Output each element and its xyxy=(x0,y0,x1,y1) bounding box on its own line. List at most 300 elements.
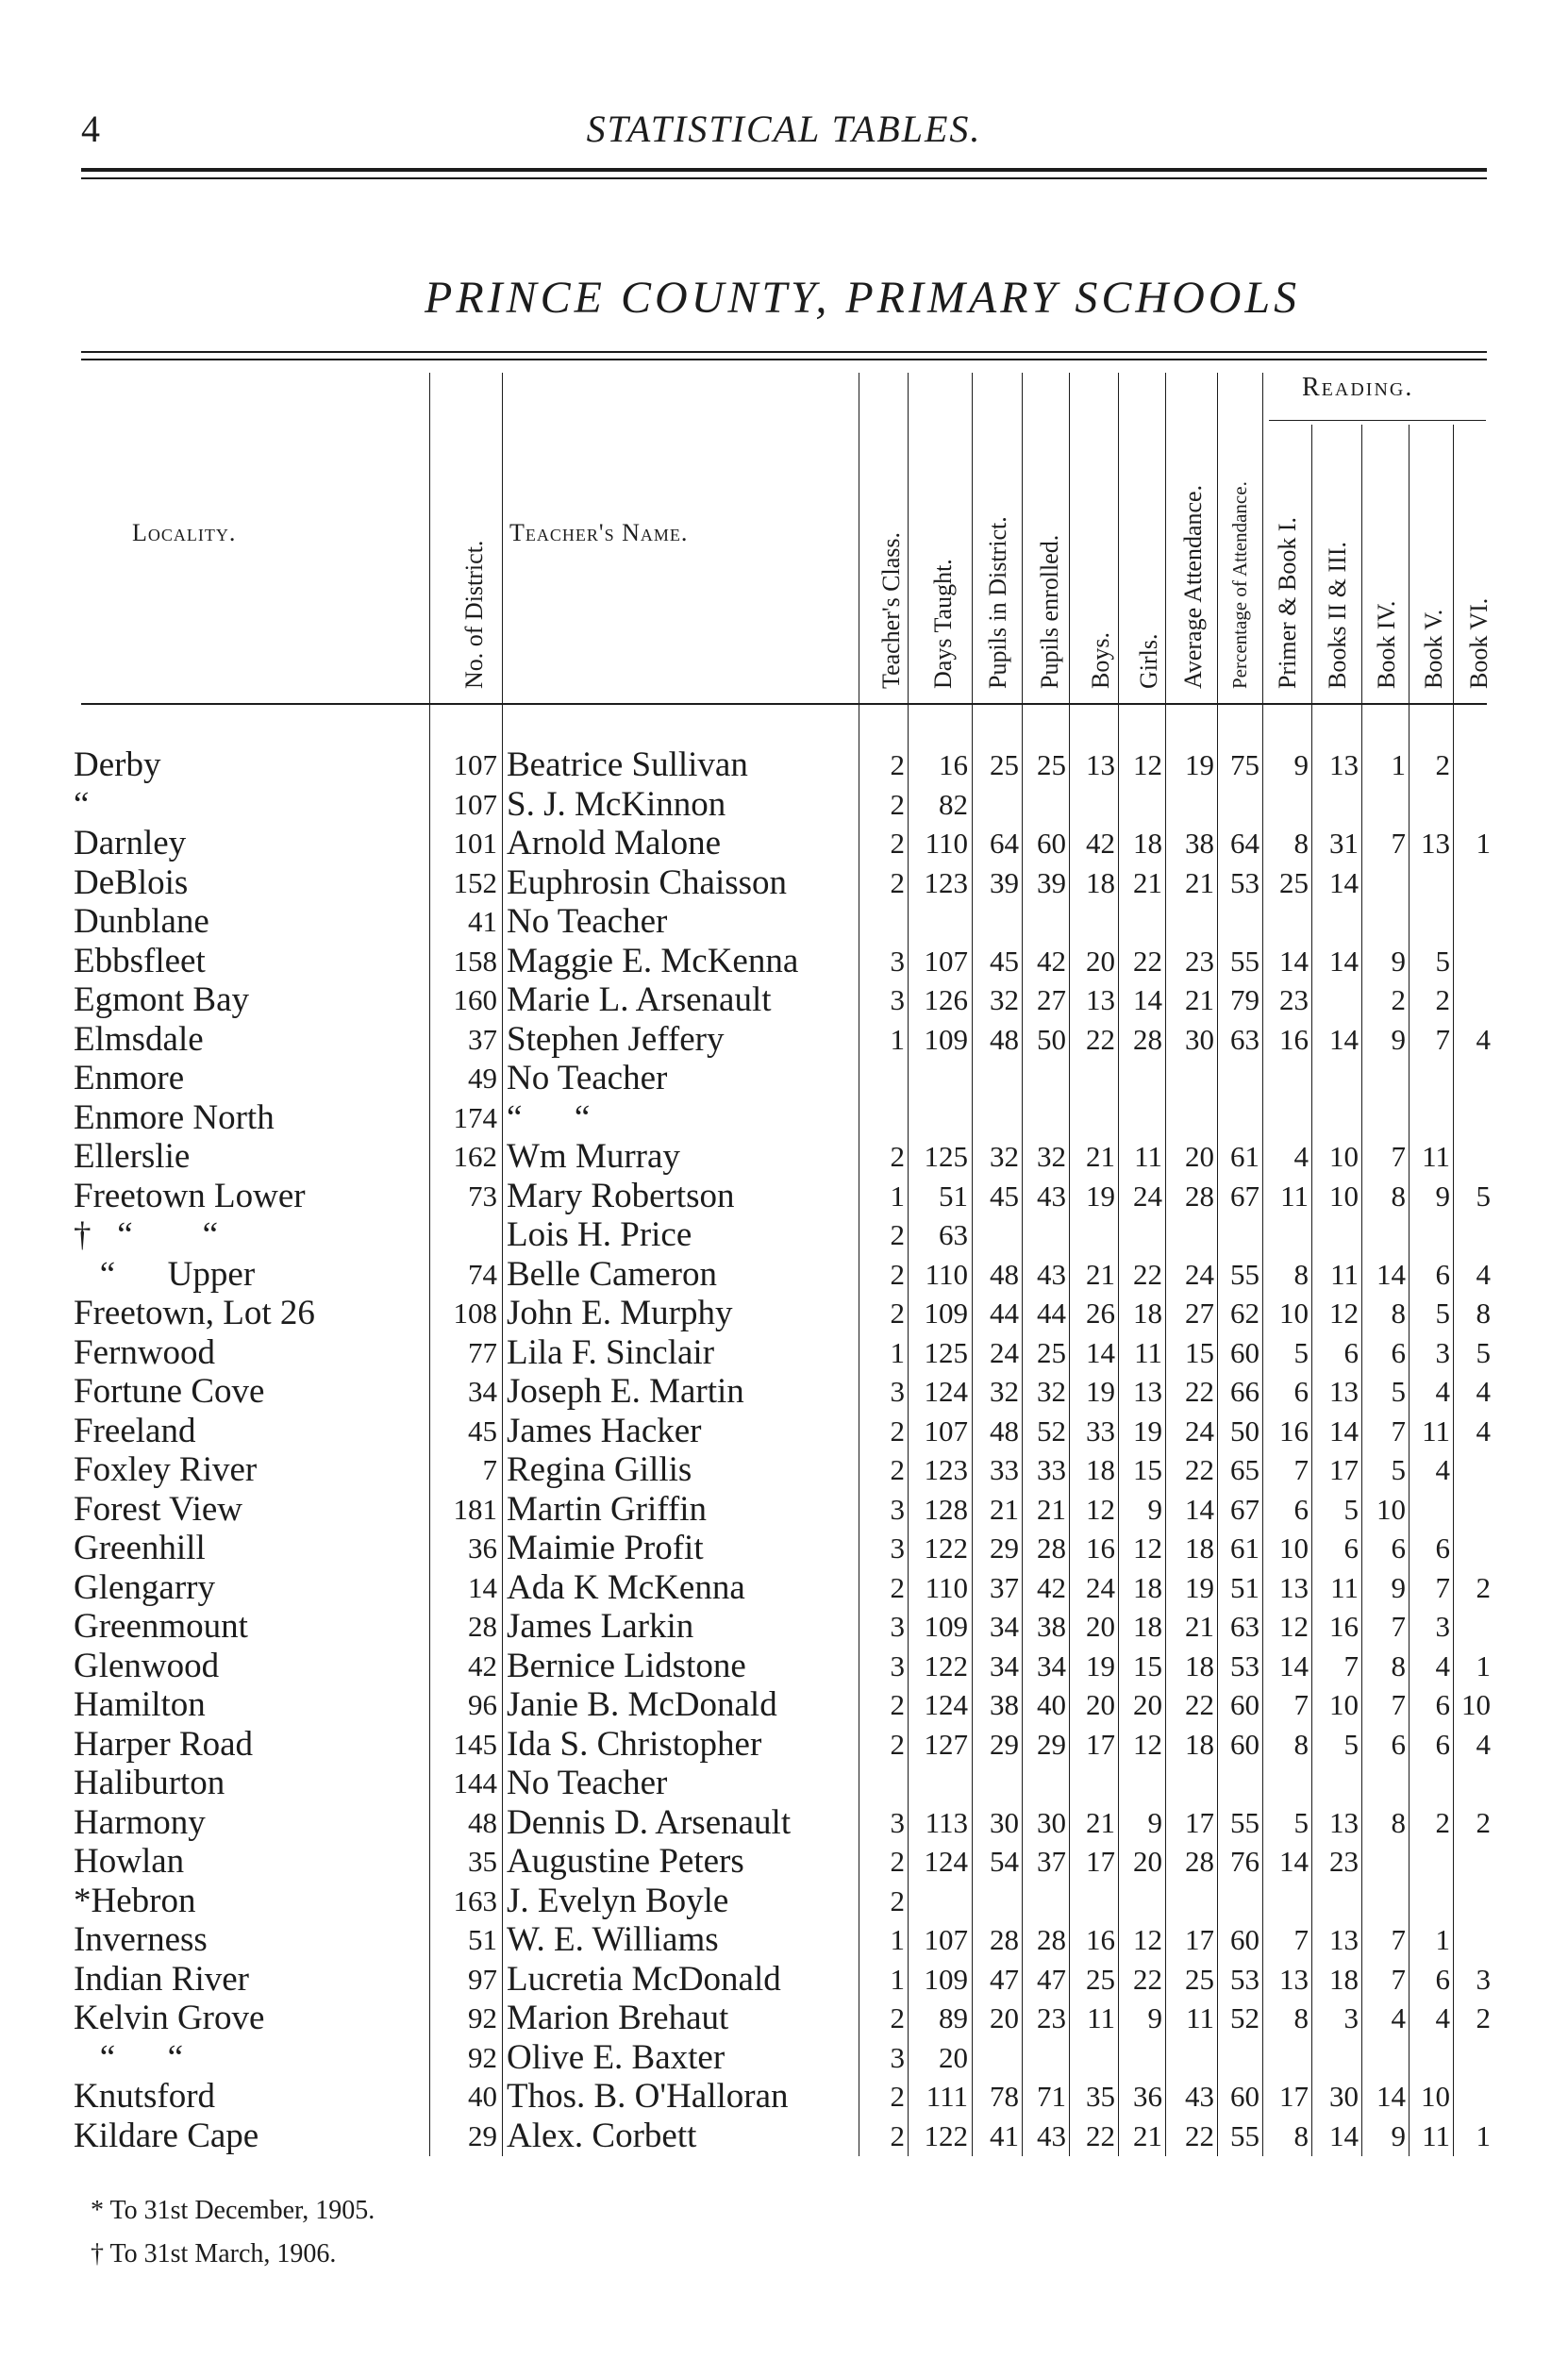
cell-average-attendance: 24 xyxy=(1185,1257,1214,1291)
cell-teacher-class: 2 xyxy=(890,1218,905,1251)
cell-pupils-district: 64 xyxy=(990,827,1019,860)
cell-primer: 7 xyxy=(1293,1688,1309,1721)
cell-books-2-3: 13 xyxy=(1329,748,1359,781)
cell-book-4: 5 xyxy=(1391,1453,1406,1486)
cell-book-5: 13 xyxy=(1421,827,1450,860)
cell-days-taught: 20 xyxy=(939,2040,968,2074)
cell-pupils-enrolled: 32 xyxy=(1037,1375,1066,1408)
cell-days-taught: 128 xyxy=(924,1492,968,1526)
cell-district: 51 xyxy=(468,1923,497,1956)
column-header-pupils-district: Pupils in District. xyxy=(984,516,1011,689)
cell-percentage-attendance: 79 xyxy=(1230,983,1259,1016)
cell-district: 144 xyxy=(453,1766,497,1799)
cell-teacher: Lois H. Price xyxy=(507,1215,692,1254)
cell-percentage-attendance: 75 xyxy=(1230,748,1259,781)
cell-days-taught: 111 xyxy=(926,2080,968,2113)
cell-book-6: 4 xyxy=(1476,1727,1491,1761)
cell-teacher: Euphrosin Chaisson xyxy=(507,862,788,902)
cell-teacher-class: 2 xyxy=(890,1688,905,1721)
cell-boys: 42 xyxy=(1086,827,1115,860)
cell-pupils-enrolled: 34 xyxy=(1037,1649,1066,1682)
cell-girls: 18 xyxy=(1133,1297,1162,1330)
cell-locality: Haliburton xyxy=(74,1764,225,1802)
cell-girls: 19 xyxy=(1133,1414,1162,1448)
cell-boys: 14 xyxy=(1086,1335,1115,1369)
cell-average-attendance: 21 xyxy=(1185,865,1214,899)
cell-district: 7 xyxy=(482,1453,497,1486)
cell-average-attendance: 43 xyxy=(1185,2080,1214,2113)
cell-pupils-enrolled: 38 xyxy=(1037,1610,1066,1643)
cell-pupils-district: 29 xyxy=(990,1531,1019,1565)
cell-teacher-class: 2 xyxy=(890,1140,905,1173)
cell-teacher: Ada K McKenna xyxy=(507,1567,745,1607)
cell-primer: 5 xyxy=(1293,1335,1309,1369)
cell-boys: 18 xyxy=(1086,865,1115,899)
cell-boys: 25 xyxy=(1086,1962,1115,1996)
cell-days-taught: 51 xyxy=(939,1179,968,1213)
cell-book-4: 7 xyxy=(1391,1140,1406,1173)
cell-percentage-attendance: 55 xyxy=(1230,1257,1259,1291)
cell-boys: 17 xyxy=(1086,1845,1115,1878)
cell-boys: 22 xyxy=(1086,1022,1115,1056)
cell-pupils-enrolled: 32 xyxy=(1037,1140,1066,1173)
cell-district: 37 xyxy=(468,1022,497,1056)
cell-teacher: James Hacker xyxy=(507,1411,702,1450)
cell-average-attendance: 17 xyxy=(1185,1805,1214,1839)
cell-book-4: 7 xyxy=(1391,1688,1406,1721)
cell-book-6: 8 xyxy=(1476,1297,1491,1330)
cell-pupils-district: 24 xyxy=(990,1335,1019,1369)
cell-average-attendance: 14 xyxy=(1185,1492,1214,1526)
cell-primer: 23 xyxy=(1279,983,1309,1016)
cell-days-taught: 124 xyxy=(924,1688,968,1721)
cell-book-6: 4 xyxy=(1476,1414,1491,1448)
cell-percentage-attendance: 50 xyxy=(1230,1414,1259,1448)
cell-boys: 20 xyxy=(1086,1610,1115,1643)
cell-book-5: 6 xyxy=(1435,1257,1450,1291)
cell-locality: † “ “ xyxy=(74,1215,219,1254)
cell-days-taught: 125 xyxy=(924,1140,968,1173)
cell-pupils-district: 32 xyxy=(990,1375,1019,1408)
cell-girls: 22 xyxy=(1133,1257,1162,1291)
cell-pupils-enrolled: 42 xyxy=(1037,1570,1066,1604)
cell-days-taught: 82 xyxy=(939,787,968,821)
cell-book-5: 6 xyxy=(1435,1727,1450,1761)
cell-teacher-class: 1 xyxy=(890,1022,905,1056)
cell-district: 45 xyxy=(468,1414,497,1448)
cell-boys: 26 xyxy=(1086,1297,1115,1330)
cell-pupils-enrolled: 60 xyxy=(1037,827,1066,860)
cell-books-2-3: 5 xyxy=(1343,1727,1359,1761)
cell-teacher: Dennis D. Arsenault xyxy=(507,1802,792,1842)
cell-district: 101 xyxy=(453,827,497,860)
cell-teacher: Beatrice Sullivan xyxy=(507,745,748,784)
cell-book-4: 5 xyxy=(1391,1375,1406,1408)
cell-district: 34 xyxy=(468,1375,497,1408)
cell-girls: 18 xyxy=(1133,1610,1162,1643)
cell-books-2-3: 13 xyxy=(1329,1375,1359,1408)
cell-average-attendance: 30 xyxy=(1185,1022,1214,1056)
cell-boys: 22 xyxy=(1086,2118,1115,2152)
cell-average-attendance: 18 xyxy=(1185,1649,1214,1682)
cell-pupils-district: 45 xyxy=(990,1179,1019,1213)
cell-pupils-district: 41 xyxy=(990,2118,1019,2152)
cell-days-taught: 127 xyxy=(924,1727,968,1761)
cell-pupils-district: 33 xyxy=(990,1453,1019,1486)
cell-book-5: 7 xyxy=(1435,1570,1450,1604)
cell-book-5: 5 xyxy=(1435,944,1450,978)
cell-girls: 9 xyxy=(1147,1805,1162,1839)
cell-pupils-district: 28 xyxy=(990,1923,1019,1956)
cell-teacher-class: 2 xyxy=(890,865,905,899)
cell-primer: 17 xyxy=(1279,2080,1309,2113)
cell-average-attendance: 17 xyxy=(1185,1923,1214,1956)
cell-primer: 14 xyxy=(1279,1845,1309,1878)
cell-locality: Enmore North xyxy=(74,1097,275,1137)
cell-locality: Freetown, Lot 26 xyxy=(74,1294,315,1332)
cell-teacher: Lila F. Sinclair xyxy=(507,1332,715,1372)
cell-pupils-enrolled: 39 xyxy=(1037,865,1066,899)
cell-book-4: 8 xyxy=(1391,1805,1406,1839)
cell-teacher-class: 1 xyxy=(890,1179,905,1213)
cell-locality: Egmont Bay xyxy=(74,980,250,1019)
cell-girls: 20 xyxy=(1133,1845,1162,1878)
cell-teacher: Regina Gillis xyxy=(507,1450,692,1489)
cell-girls: 21 xyxy=(1133,865,1162,899)
cell-primer: 6 xyxy=(1293,1492,1309,1526)
cell-locality: Derby xyxy=(74,745,161,784)
cell-girls: 12 xyxy=(1133,748,1162,781)
column-header-girls: Girls. xyxy=(1135,633,1162,689)
cell-book-5: 4 xyxy=(1435,2001,1450,2034)
cell-locality: Elmsdale xyxy=(74,1019,204,1059)
cell-pupils-district: 48 xyxy=(990,1257,1019,1291)
cell-locality: Kildare Cape xyxy=(74,2116,259,2155)
cell-percentage-attendance: 53 xyxy=(1230,1649,1259,1682)
cell-percentage-attendance: 63 xyxy=(1230,1610,1259,1643)
cell-primer: 7 xyxy=(1293,1923,1309,1956)
cell-primer: 5 xyxy=(1293,1805,1309,1839)
cell-book-6: 5 xyxy=(1476,1335,1491,1369)
cell-teacher-class: 3 xyxy=(890,1649,905,1682)
cell-district: 14 xyxy=(468,1570,497,1604)
cell-district: 163 xyxy=(453,1883,497,1917)
cell-teacher-class: 1 xyxy=(890,1962,905,1996)
cell-teacher: Lucretia McDonald xyxy=(507,1959,781,1999)
cell-girls: 12 xyxy=(1133,1531,1162,1565)
cell-percentage-attendance: 66 xyxy=(1230,1375,1259,1408)
cell-primer: 10 xyxy=(1279,1297,1309,1330)
cell-days-taught: 107 xyxy=(924,1414,968,1448)
table-top-rule xyxy=(81,351,1487,353)
cell-teacher-class: 3 xyxy=(890,1375,905,1408)
cell-girls: 9 xyxy=(1147,1492,1162,1526)
cell-percentage-attendance: 53 xyxy=(1230,1962,1259,1996)
cell-district: 96 xyxy=(468,1688,497,1721)
cell-book-4: 8 xyxy=(1391,1297,1406,1330)
cell-locality: Enmore xyxy=(74,1059,185,1097)
cell-percentage-attendance: 62 xyxy=(1230,1297,1259,1330)
cell-book-4: 7 xyxy=(1391,1923,1406,1956)
cell-girls: 21 xyxy=(1133,2118,1162,2152)
cell-pupils-enrolled: 42 xyxy=(1037,944,1066,978)
cell-pupils-district: 78 xyxy=(990,2080,1019,2113)
cell-girls: 12 xyxy=(1133,1923,1162,1956)
cell-teacher: No Teacher xyxy=(507,902,668,941)
cell-book-5: 11 xyxy=(1422,2118,1450,2152)
cell-locality: Kelvin Grove xyxy=(74,1999,265,2037)
cell-book-5: 11 xyxy=(1422,1140,1450,1173)
cell-pupils-district: 32 xyxy=(990,1140,1019,1173)
cell-teacher-class: 3 xyxy=(890,1492,905,1526)
cell-percentage-attendance: 53 xyxy=(1230,865,1259,899)
cell-teacher: W. E. Williams xyxy=(507,1920,719,1959)
cell-average-attendance: 27 xyxy=(1185,1297,1214,1330)
cell-books-2-3: 14 xyxy=(1329,2118,1359,2152)
cell-teacher: Janie B. McDonald xyxy=(507,1685,777,1724)
cell-teacher-class: 3 xyxy=(890,1610,905,1643)
cell-district: 48 xyxy=(468,1805,497,1839)
cell-percentage-attendance: 64 xyxy=(1230,827,1259,860)
cell-primer: 9 xyxy=(1293,748,1309,781)
cell-average-attendance: 38 xyxy=(1185,827,1214,860)
cell-books-2-3: 11 xyxy=(1330,1257,1359,1291)
cell-average-attendance: 25 xyxy=(1185,1962,1214,1996)
cell-book-6: 4 xyxy=(1476,1375,1491,1408)
cell-teacher-class: 1 xyxy=(890,1923,905,1956)
cell-percentage-attendance: 52 xyxy=(1230,2001,1259,2034)
cell-boys: 13 xyxy=(1086,748,1115,781)
cell-locality: Harper Road xyxy=(74,1724,254,1764)
cell-books-2-3: 6 xyxy=(1343,1531,1359,1565)
cell-book-5: 1 xyxy=(1435,1923,1450,1956)
cell-teacher: Joseph E. Martin xyxy=(507,1372,744,1411)
cell-days-taught: 63 xyxy=(939,1218,968,1251)
cell-books-2-3: 6 xyxy=(1343,1335,1359,1369)
cell-teacher: Bernice Lidstone xyxy=(507,1646,746,1685)
header-rule xyxy=(81,168,1487,172)
cell-locality: Howlan xyxy=(74,1842,185,1881)
cell-book-4: 1 xyxy=(1391,748,1406,781)
cell-books-2-3: 7 xyxy=(1343,1649,1359,1682)
cell-teacher-class: 2 xyxy=(890,2001,905,2034)
cell-pupils-enrolled: 33 xyxy=(1037,1453,1066,1486)
cell-teacher: John E. Murphy xyxy=(507,1294,733,1332)
cell-book-4: 4 xyxy=(1391,2001,1406,2034)
cell-primer: 13 xyxy=(1279,1962,1309,1996)
cell-primer: 16 xyxy=(1279,1414,1309,1448)
cell-average-attendance: 19 xyxy=(1185,1570,1214,1604)
cell-days-taught: 16 xyxy=(939,748,968,781)
cell-days-taught: 110 xyxy=(925,827,968,860)
cell-district: 97 xyxy=(468,1962,497,1996)
cell-average-attendance: 22 xyxy=(1185,1375,1214,1408)
cell-book-5: 2 xyxy=(1435,748,1450,781)
cell-average-attendance: 28 xyxy=(1185,1845,1214,1878)
cell-district: 73 xyxy=(468,1179,497,1213)
cell-teacher: No Teacher xyxy=(507,1764,668,1802)
cell-books-2-3: 23 xyxy=(1329,1845,1359,1878)
cell-pupils-district: 20 xyxy=(990,2001,1019,2034)
cell-days-taught: 109 xyxy=(924,1297,968,1330)
cell-average-attendance: 21 xyxy=(1185,983,1214,1016)
cell-locality: Harmony xyxy=(74,1802,206,1842)
cell-book-5: 6 xyxy=(1435,1962,1450,1996)
cell-book-4: 8 xyxy=(1391,1179,1406,1213)
cell-average-attendance: 18 xyxy=(1185,1531,1214,1565)
cell-book-5: 2 xyxy=(1435,1805,1450,1839)
column-header-reading: Reading. xyxy=(1302,373,1414,402)
cell-district: 40 xyxy=(468,2080,497,2113)
cell-percentage-attendance: 51 xyxy=(1230,1570,1259,1604)
column-header-district: No. of District. xyxy=(460,540,488,689)
cell-girls: 18 xyxy=(1133,1570,1162,1604)
cell-books-2-3: 14 xyxy=(1329,944,1359,978)
header-rule-thin xyxy=(81,177,1487,179)
cell-days-taught: 123 xyxy=(924,1453,968,1486)
cell-primer: 8 xyxy=(1293,2001,1309,2034)
footnotes xyxy=(91,2189,375,2276)
cell-pupils-enrolled: 25 xyxy=(1037,1335,1066,1369)
table-top-rule-thin xyxy=(81,359,1487,360)
cell-locality: Fernwood xyxy=(74,1332,216,1372)
cell-book-5: 10 xyxy=(1421,2080,1450,2113)
cell-pupils-district: 30 xyxy=(990,1805,1019,1839)
cell-boys: 19 xyxy=(1086,1375,1115,1408)
cell-days-taught: 107 xyxy=(924,1923,968,1956)
cell-pupils-district: 37 xyxy=(990,1570,1019,1604)
cell-percentage-attendance: 55 xyxy=(1230,944,1259,978)
cell-teacher-class: 2 xyxy=(890,2080,905,2113)
cell-books-2-3: 11 xyxy=(1330,1570,1359,1604)
cell-days-taught: 124 xyxy=(924,1845,968,1878)
cell-book-5: 4 xyxy=(1435,1375,1450,1408)
cell-teacher: Martin Griffin xyxy=(507,1489,708,1529)
cell-pupils-district: 21 xyxy=(990,1492,1019,1526)
cell-pupils-enrolled: 21 xyxy=(1037,1492,1066,1526)
cell-books-2-3: 12 xyxy=(1329,1297,1359,1330)
cell-locality: Greenmount xyxy=(74,1607,248,1646)
cell-teacher: J. Evelyn Boyle xyxy=(507,1881,729,1920)
cell-book-4: 7 xyxy=(1391,1962,1406,1996)
cell-book-6: 1 xyxy=(1476,2118,1491,2152)
cell-average-attendance: 15 xyxy=(1185,1335,1214,1369)
cell-percentage-attendance: 60 xyxy=(1230,1727,1259,1761)
cell-primer: 7 xyxy=(1293,1453,1309,1486)
page-number: 4 xyxy=(81,108,100,150)
column-header-average-attendance: Average Attendance. xyxy=(1179,484,1207,689)
cell-books-2-3: 30 xyxy=(1329,2080,1359,2113)
column-header-book-5: Book V. xyxy=(1420,609,1447,689)
cell-locality: “ Upper xyxy=(74,1254,256,1294)
cell-pupils-enrolled: 23 xyxy=(1037,2001,1066,2034)
cell-book-4: 6 xyxy=(1391,1335,1406,1369)
cell-days-taught: 124 xyxy=(924,1375,968,1408)
cell-pupils-enrolled: 29 xyxy=(1037,1727,1066,1761)
cell-book-5: 6 xyxy=(1435,1688,1450,1721)
cell-percentage-attendance: 60 xyxy=(1230,1335,1259,1369)
cell-pupils-enrolled: 27 xyxy=(1037,983,1066,1016)
cell-district: 36 xyxy=(468,1531,497,1565)
cell-boys: 17 xyxy=(1086,1727,1115,1761)
cell-days-taught: 126 xyxy=(924,983,968,1016)
cell-book-4: 14 xyxy=(1376,2080,1406,2113)
cell-primer: 11 xyxy=(1280,1179,1309,1213)
cell-district: 29 xyxy=(468,2118,497,2152)
cell-book-5: 7 xyxy=(1435,1022,1450,1056)
cell-average-attendance: 21 xyxy=(1185,1610,1214,1643)
cell-district: 77 xyxy=(468,1335,497,1369)
cell-teacher-class: 2 xyxy=(890,827,905,860)
cell-days-taught: 109 xyxy=(924,1610,968,1643)
cell-teacher: Thos. B. O'Halloran xyxy=(507,2077,789,2116)
cell-locality: Freeland xyxy=(74,1411,196,1450)
cell-percentage-attendance: 67 xyxy=(1230,1492,1259,1526)
cell-book-5: 3 xyxy=(1435,1610,1450,1643)
cell-district: 108 xyxy=(453,1297,497,1330)
cell-book-5: 6 xyxy=(1435,1531,1450,1565)
cell-primer: 8 xyxy=(1293,827,1309,860)
column-header-teacher: Teacher's Name. xyxy=(509,519,689,546)
cell-primer: 8 xyxy=(1293,1257,1309,1291)
cell-girls: 18 xyxy=(1133,827,1162,860)
cell-boys: 12 xyxy=(1086,1492,1115,1526)
cell-teacher: Alex. Corbett xyxy=(507,2116,697,2155)
cell-percentage-attendance: 60 xyxy=(1230,1688,1259,1721)
cell-teacher-class: 3 xyxy=(890,2040,905,2074)
cell-books-2-3: 10 xyxy=(1329,1140,1359,1173)
cell-books-2-3: 13 xyxy=(1329,1805,1359,1839)
column-header-boys: Boys. xyxy=(1087,632,1114,689)
cell-district: 162 xyxy=(453,1140,497,1173)
cell-primer: 8 xyxy=(1293,1727,1309,1761)
cell-days-taught: 109 xyxy=(924,1962,968,1996)
cell-average-attendance: 22 xyxy=(1185,1453,1214,1486)
cell-books-2-3: 10 xyxy=(1329,1179,1359,1213)
cell-book-5: 11 xyxy=(1422,1414,1450,1448)
cell-book-4: 2 xyxy=(1391,983,1406,1016)
cell-teacher-class: 3 xyxy=(890,944,905,978)
cell-book-5: 5 xyxy=(1435,1297,1450,1330)
cell-book-5: 4 xyxy=(1435,1453,1450,1486)
cell-teacher-class: 2 xyxy=(890,1297,905,1330)
cell-teacher: James Larkin xyxy=(507,1607,694,1646)
cell-boys: 33 xyxy=(1086,1414,1115,1448)
cell-teacher: “ “ xyxy=(507,1097,591,1137)
cell-teacher: Marie L. Arsenault xyxy=(507,980,772,1019)
cell-pupils-enrolled: 44 xyxy=(1037,1297,1066,1330)
cell-teacher-class: 2 xyxy=(890,1727,905,1761)
cell-boys: 35 xyxy=(1086,2080,1115,2113)
cell-teacher-class: 3 xyxy=(890,1531,905,1565)
cell-percentage-attendance: 61 xyxy=(1230,1140,1259,1173)
cell-teacher: Maggie E. McKenna xyxy=(507,941,799,980)
cell-book-4: 14 xyxy=(1376,1257,1406,1291)
cell-girls: 36 xyxy=(1133,2080,1162,2113)
cell-book-4: 6 xyxy=(1391,1727,1406,1761)
cell-locality: Fortune Cove xyxy=(74,1372,265,1411)
cell-book-6: 10 xyxy=(1461,1688,1491,1721)
cell-book-4: 9 xyxy=(1391,1570,1406,1604)
column-header-teacher-class: Teacher's Class. xyxy=(877,531,905,689)
cell-district: 28 xyxy=(468,1610,497,1643)
cell-book-4: 9 xyxy=(1391,1022,1406,1056)
cell-pupils-district: 47 xyxy=(990,1962,1019,1996)
cell-pupils-district: 34 xyxy=(990,1610,1019,1643)
cell-locality: Ellerslie xyxy=(74,1137,191,1176)
table-title: PRINCE COUNTY, PRIMARY SCHOOLS xyxy=(425,273,1301,323)
cell-book-6: 4 xyxy=(1476,1257,1491,1291)
